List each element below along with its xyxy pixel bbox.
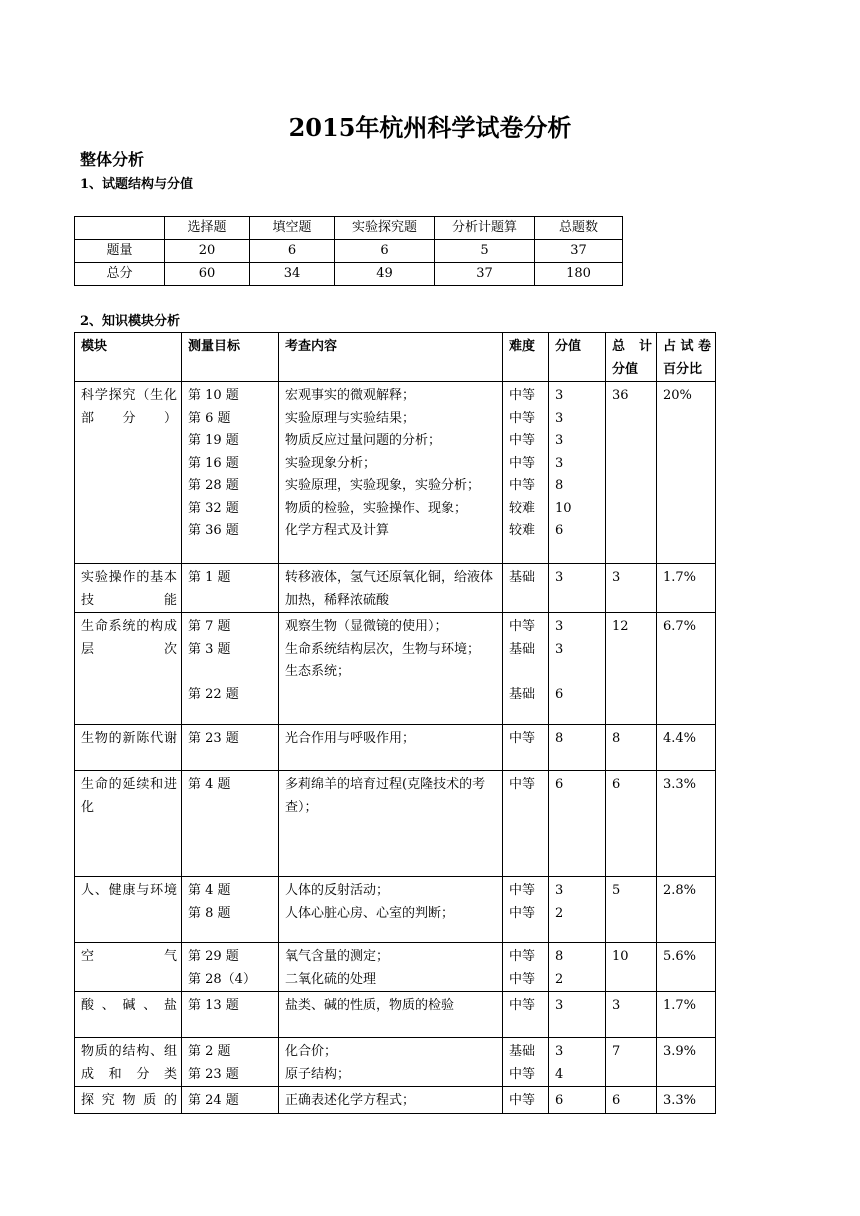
score-cell-line: 6 — [555, 777, 564, 792]
table-row — [75, 1087, 716, 1114]
content-cell-line: 物质反应过量问题的分析； — [285, 433, 442, 448]
structure-table — [74, 216, 623, 286]
content-cell — [279, 771, 503, 877]
table-cell: 20 — [165, 240, 250, 263]
total-cell: 7 — [606, 1038, 657, 1087]
content-cell-line: 化合价； — [285, 1044, 338, 1059]
table-row — [75, 263, 623, 286]
content-cell-line: 盐类、碱的性质，物质的检验 — [285, 998, 455, 1013]
table-row — [75, 877, 716, 943]
content-cell-line: 观察生物（显微镜的使用）； — [285, 619, 448, 634]
module-cell — [75, 1087, 182, 1114]
target-cell-line: 第 13 题 — [188, 998, 239, 1013]
total-cell: 10 — [606, 943, 657, 992]
content-cell — [279, 1038, 503, 1087]
score-cell — [549, 992, 606, 1038]
pct-cell: 1.7% — [657, 564, 716, 613]
table-row — [75, 382, 716, 564]
module-cell — [75, 943, 182, 992]
pct-cell: 1.7% — [657, 992, 716, 1038]
content-cell-line: 实验原理，实验现象，实验分析； — [285, 478, 481, 493]
content-cell-line: 化学方程式及计算 — [285, 523, 390, 538]
target-cell-line: 第 22 题 — [188, 686, 239, 702]
score-cell-line: 2 — [555, 971, 564, 987]
difficulty-cell-line: 中等 — [509, 731, 536, 746]
pct-cell: 3.3% — [657, 771, 716, 877]
content-cell — [279, 992, 503, 1038]
table-row — [75, 771, 716, 877]
difficulty-cell-line: 中等 — [509, 971, 536, 987]
content-cell — [279, 382, 503, 564]
target-cell — [182, 725, 279, 771]
module-name: 空气 — [81, 949, 177, 964]
score-cell — [549, 382, 606, 564]
total-cell: 12 — [606, 613, 657, 725]
difficulty-cell-line: 基础 — [509, 1044, 536, 1059]
module-name: 实验操作的基本技能 — [81, 570, 177, 608]
target-cell — [182, 1087, 279, 1114]
score-cell-line: 3 — [555, 410, 564, 426]
target-cell — [182, 1038, 279, 1087]
table-cell: 题量 — [75, 240, 165, 263]
score-cell-line: 8 — [555, 949, 564, 964]
module-cell — [75, 382, 182, 564]
target-cell-line: 第 6 题 — [188, 410, 231, 426]
score-cell-line: 3 — [555, 388, 564, 403]
section-title-structure: 1、试题结构与分值 — [80, 177, 194, 192]
target-cell-line: 第 2 题 — [188, 1044, 231, 1059]
score-cell-line — [555, 661, 601, 684]
target-cell-line: 第 19 题 — [188, 433, 239, 448]
target-cell-line: 第 7 题 — [188, 619, 231, 634]
table-row — [75, 240, 623, 263]
target-cell-line — [188, 661, 274, 684]
score-cell — [549, 1038, 606, 1087]
target-cell-line: 第 32 题 — [188, 500, 239, 516]
difficulty-cell-line: 基础 — [509, 686, 536, 702]
difficulty-cell-line: 中等 — [509, 883, 536, 898]
table-cell: 6 — [250, 240, 335, 263]
table-row — [75, 725, 716, 771]
difficulty-cell-line — [509, 661, 544, 684]
header-pct — [657, 333, 716, 382]
content-cell-line: 人体心脏心房、心室的判断； — [285, 905, 455, 921]
score-cell-line: 6 — [555, 1093, 564, 1108]
target-cell-line: 第 24 题 — [188, 1093, 239, 1108]
score-cell-line: 2 — [555, 905, 564, 921]
score-cell — [549, 771, 606, 877]
header-difficulty: 难度 — [503, 333, 549, 382]
difficulty-cell — [503, 613, 549, 725]
target-cell-line: 第 16 题 — [188, 455, 239, 471]
module-name: 酸、碱、盐 — [81, 998, 177, 1013]
table-row — [75, 564, 716, 613]
score-cell-line: 3 — [555, 619, 564, 634]
total-cell: 3 — [606, 564, 657, 613]
score-cell-line: 3 — [555, 570, 564, 585]
score-cell — [549, 1087, 606, 1114]
difficulty-cell — [503, 1038, 549, 1087]
module-cell — [75, 1038, 182, 1087]
difficulty-cell-line: 中等 — [509, 949, 536, 964]
score-cell-line: 8 — [555, 731, 564, 746]
table-cell: 5 — [435, 240, 535, 263]
score-cell — [549, 564, 606, 613]
target-cell-line: 第 4 题 — [188, 883, 231, 898]
module-name: 生命系统的构成层次 — [81, 619, 177, 657]
total-cell: 6 — [606, 1087, 657, 1114]
table-cell: 总分 — [75, 263, 165, 286]
target-cell-line: 第 1 题 — [188, 570, 231, 585]
total-cell: 8 — [606, 725, 657, 771]
pct-cell: 3.3% — [657, 1087, 716, 1114]
table-cell: 总题数 — [535, 217, 623, 240]
difficulty-cell-line: 较难 — [509, 500, 536, 516]
table-cell: 37 — [435, 263, 535, 286]
target-cell — [182, 382, 279, 564]
score-cell-line: 10 — [555, 500, 572, 516]
total-cell: 6 — [606, 771, 657, 877]
pct-cell: 6.7% — [657, 613, 716, 725]
table-cell: 6 — [335, 240, 435, 263]
target-cell-line: 第 36 题 — [188, 523, 239, 538]
knowledge-module-table — [74, 332, 716, 1114]
header-target: 测量目标 — [182, 333, 279, 382]
score-cell-line: 8 — [555, 478, 564, 493]
target-cell-line: 第 10 题 — [188, 388, 239, 403]
content-cell-line: 宏观事实的微观解释； — [285, 388, 416, 403]
content-cell-line: 实验原理与实验结果； — [285, 410, 416, 426]
score-cell-line: 3 — [555, 883, 564, 898]
module-name: 生物的新陈代谢 — [81, 731, 177, 746]
content-cell-line: 二氧化硫的处理 — [285, 971, 377, 987]
content-cell-line: 多莉绵羊的培育过程(克隆技术的考查）； — [285, 777, 486, 815]
content-cell-line: 人体的反射活动； — [285, 883, 390, 898]
total-cell: 36 — [606, 382, 657, 564]
target-cell — [182, 613, 279, 725]
table-cell: 填空题 — [250, 217, 335, 240]
section-title-modules: 2、知识模块分析 — [80, 314, 181, 329]
target-cell-line: 第 23 题 — [188, 731, 239, 746]
header-pct-line1: 占试卷 — [663, 339, 711, 354]
table-row — [75, 1038, 716, 1087]
table-header-row — [75, 333, 716, 382]
module-cell — [75, 992, 182, 1038]
difficulty-cell-line: 中等 — [509, 1093, 536, 1108]
page-title: 2015年杭州科学试卷分析 — [288, 113, 572, 142]
score-cell-line: 3 — [555, 1044, 564, 1059]
table-cell: 180 — [535, 263, 623, 286]
target-cell — [182, 564, 279, 613]
difficulty-cell — [503, 943, 549, 992]
table-cell: 34 — [250, 263, 335, 286]
header-module: 模块 — [75, 333, 182, 382]
content-cell-line: 实验现象分析； — [285, 455, 377, 471]
target-cell — [182, 771, 279, 877]
difficulty-cell-line: 中等 — [509, 433, 536, 448]
difficulty-cell-line: 中等 — [509, 998, 536, 1013]
module-cell — [75, 771, 182, 877]
table-cell: 60 — [165, 263, 250, 286]
score-cell — [549, 877, 606, 943]
difficulty-cell — [503, 992, 549, 1038]
difficulty-cell — [503, 1087, 549, 1114]
table-cell: 实验探究题 — [335, 217, 435, 240]
content-cell — [279, 564, 503, 613]
score-cell-line: 6 — [555, 686, 564, 702]
content-cell-line: 正确表述化学方程式； — [285, 1093, 416, 1108]
header-total-line1: 总 计 — [612, 339, 652, 354]
difficulty-cell-line: 中等 — [509, 388, 536, 403]
content-cell — [279, 877, 503, 943]
target-cell-line: 第 28 题 — [188, 478, 239, 493]
score-cell-line: 3 — [555, 641, 564, 657]
section-heading-overall: 整体分析 — [80, 150, 145, 169]
target-cell-line: 第 4 题 — [188, 777, 231, 792]
score-cell-line: 3 — [555, 455, 564, 471]
module-name: 生命的延续和进化 — [81, 777, 177, 815]
target-cell-line: 第 29 题 — [188, 949, 239, 964]
module-name: 探究物质的 — [81, 1093, 177, 1108]
table-row — [75, 613, 716, 725]
module-name: 人、健康与环境 — [81, 883, 177, 898]
module-cell — [75, 613, 182, 725]
table-row — [75, 992, 716, 1038]
header-total-line2: 分值 — [612, 361, 639, 377]
pct-cell: 4.4% — [657, 725, 716, 771]
target-cell — [182, 943, 279, 992]
content-cell-line: 生命系统结构层次，生物与环境； — [285, 641, 481, 657]
content-cell-line: 转移液体，氢气还原氧化铜，给液体加热，稀释浓硫酸 — [285, 570, 494, 608]
score-cell — [549, 725, 606, 771]
pct-cell: 5.6% — [657, 943, 716, 992]
content-cell-line: 原子结构； — [285, 1066, 351, 1082]
table-cell — [75, 217, 165, 240]
content-cell — [279, 943, 503, 992]
pct-cell: 3.9% — [657, 1038, 716, 1087]
module-cell — [75, 564, 182, 613]
total-cell: 5 — [606, 877, 657, 943]
score-cell-line: 3 — [555, 998, 564, 1013]
difficulty-cell — [503, 382, 549, 564]
content-cell-line: 氧气含量的测定； — [285, 949, 390, 964]
content-cell — [279, 1087, 503, 1114]
table-cell: 49 — [335, 263, 435, 286]
score-cell-line: 6 — [555, 523, 564, 538]
score-cell-line: 4 — [555, 1066, 564, 1082]
difficulty-cell-line: 中等 — [509, 777, 536, 792]
table-header-row — [75, 217, 623, 240]
target-cell-line: 第 8 题 — [188, 905, 231, 921]
score-cell — [549, 613, 606, 725]
target-cell-line: 第 3 题 — [188, 641, 231, 657]
module-cell — [75, 877, 182, 943]
table-cell: 37 — [535, 240, 623, 263]
content-cell-line: 光合作用与呼吸作用； — [285, 731, 416, 746]
content-cell-line: 生态系统； — [285, 664, 351, 679]
header-score: 分值 — [549, 333, 606, 382]
table-row — [75, 943, 716, 992]
difficulty-cell-line: 中等 — [509, 455, 536, 471]
difficulty-cell-line: 中等 — [509, 478, 536, 493]
difficulty-cell-line: 基础 — [509, 570, 536, 585]
module-cell — [75, 725, 182, 771]
total-cell: 3 — [606, 992, 657, 1038]
pct-cell: 20% — [657, 382, 716, 564]
target-cell — [182, 877, 279, 943]
content-cell — [279, 613, 503, 725]
header-content: 考查内容 — [279, 333, 503, 382]
module-name: 科学探究（生化部分） — [81, 388, 177, 426]
difficulty-cell-line: 较难 — [509, 523, 536, 538]
difficulty-cell — [503, 771, 549, 877]
target-cell — [182, 992, 279, 1038]
score-cell — [549, 943, 606, 992]
difficulty-cell-line: 中等 — [509, 905, 536, 921]
difficulty-cell-line: 中等 — [509, 619, 536, 634]
module-name: 物质的结构、组成和分类 — [81, 1044, 177, 1082]
header-pct-line2: 百分比 — [663, 361, 703, 377]
table-cell: 分析计题算 — [435, 217, 535, 240]
content-cell-line: 物质的检验，实验操作、现象； — [285, 500, 468, 516]
difficulty-cell-line: 基础 — [509, 641, 536, 657]
difficulty-cell-line: 中等 — [509, 410, 536, 426]
target-cell-line: 第 28（4） — [188, 971, 256, 987]
score-cell-line: 3 — [555, 433, 564, 448]
difficulty-cell — [503, 725, 549, 771]
table-cell: 选择题 — [165, 217, 250, 240]
difficulty-cell — [503, 877, 549, 943]
difficulty-cell-line: 中等 — [509, 1066, 536, 1082]
difficulty-cell — [503, 564, 549, 613]
target-cell-line: 第 23 题 — [188, 1066, 239, 1082]
content-cell — [279, 725, 503, 771]
pct-cell: 2.8% — [657, 877, 716, 943]
header-total — [606, 333, 657, 382]
